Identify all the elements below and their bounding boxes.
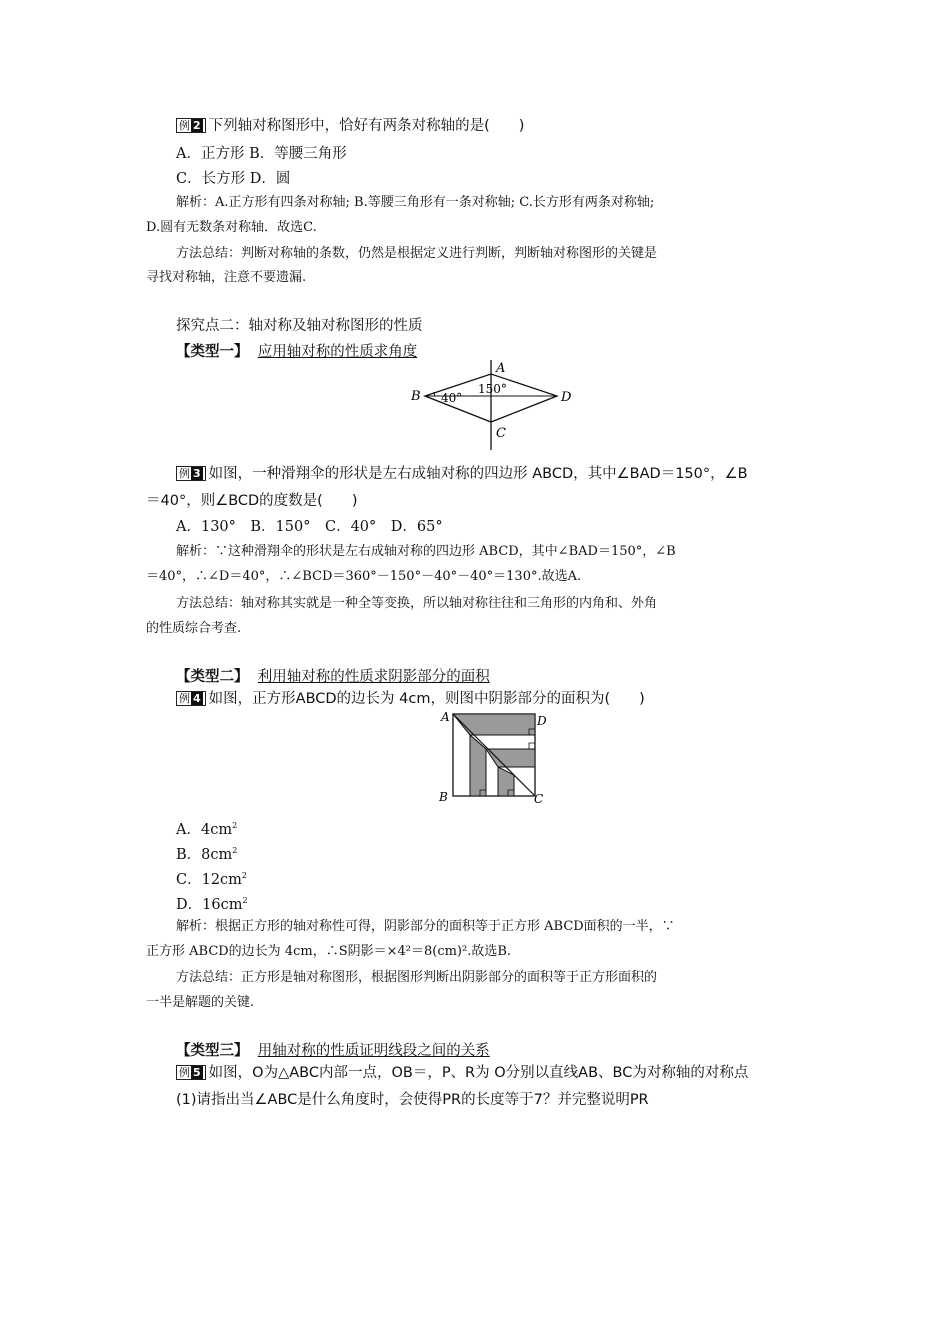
example-3-options: A．130° B．150° C．40° D．65° xyxy=(176,519,443,535)
shaded-top xyxy=(453,714,535,735)
example-tag: 例 4 xyxy=(176,691,206,706)
example-tag: 例 5 xyxy=(176,1065,206,1080)
example-4-option-a: A．$4cm^2$ xyxy=(176,821,238,838)
example-4-option-c: C．$12cm^2$ xyxy=(176,871,248,888)
angle-a-value: 150° xyxy=(478,382,507,396)
label-a: A xyxy=(441,710,450,724)
example-3-method: 方法总结：轴对称其实就是一种全等变换，所以轴对称往往和三角形的内角和、外角 xyxy=(176,596,658,611)
label-b: B xyxy=(439,790,448,804)
example-4-method-cont: 一半是解题的关键. xyxy=(146,995,255,1010)
section-title: 探究点二：轴对称及轴对称图形的性质 xyxy=(176,318,423,334)
example-4-question: 例 4 如图，正方形ABCD的边长为 4cm，则图中阴影部分的面积为( ) xyxy=(176,689,645,709)
example-5-part-1: (1)请指出当∠ABC是什么角度时，会使得PR的长度等于7？并完整说明PR xyxy=(176,1092,649,1108)
type-3-heading: 【类型三】 用轴对称的性质证明线段之间的关系 xyxy=(176,1043,490,1059)
example-2-analysis: 解析：A.正方形有四条对称轴; B.等腰三角形有一条对称轴; C.长方形有两条对称轴; xyxy=(176,195,655,210)
example-3-analysis: 解析：∵这种滑翔伞的形状是左右成轴对称的四边形 ABCD，其中∠BAD＝150°，∠B xyxy=(176,544,676,559)
label-c: C xyxy=(496,426,506,441)
example-tag: 例 2 xyxy=(176,118,206,133)
example-3-question-cont: ＝40°，则∠BCD的度数是( ) xyxy=(146,493,358,509)
example-3-method-cont: 的性质综合考查. xyxy=(146,621,242,636)
label-d: D xyxy=(561,390,572,405)
example-2-question: 例 2 下列轴对称图形中，恰好有两条对称轴的是( ) xyxy=(176,116,524,136)
shaded-middle xyxy=(486,749,535,767)
example-4-analysis: 解析：根据正方形的轴对称性可得，阴影部分的面积等于正方形 ABCD面积的一半，∵ xyxy=(176,919,675,934)
example-4-option-d: D．$16cm^2$ xyxy=(176,896,248,913)
example-4-method: 方法总结：正方形是轴对称图形，根据图形判断出阴影部分的面积等于正方形面积的 xyxy=(176,970,658,985)
shaded-bottom xyxy=(498,767,514,796)
kite-figure xyxy=(405,360,585,452)
square-figure xyxy=(436,709,548,805)
example-4-analysis-cont: 正方形 ABCD的边长为 4cm，∴S阴影＝×4²＝8(cm)².故选B. xyxy=(146,944,512,959)
type-1-heading: 【类型一】 应用轴对称的性质求角度 xyxy=(176,344,418,360)
angle-b-value: 40° xyxy=(441,391,463,405)
label-a: A xyxy=(496,361,506,376)
example-3-question: 例 3 如图，一种滑翔伞的形状是左右成轴对称的四边形 ABCD，其中∠BAD＝150°，∠B xyxy=(176,464,748,484)
example-2-options-ab: A．正方形 B．等腰三角形 xyxy=(176,146,347,162)
example-2-method: 方法总结：判断对称轴的条数，仍然是根据定义进行判断，判断轴对称图形的关键是 xyxy=(176,246,658,261)
label-d: D xyxy=(537,714,547,728)
example-2-method-cont: 寻找对称轴，注意不要遗漏. xyxy=(146,270,307,285)
example-tag: 例 3 xyxy=(176,466,206,481)
right-angle-mark xyxy=(529,743,535,749)
type-2-heading: 【类型二】 利用轴对称的性质求阴影部分的面积 xyxy=(176,669,490,685)
example-5-question: 例 5 如图，O为△ABC内部一点，OB＝，P、R为 O分别以直线AB、BC为对称轴的对称点 xyxy=(176,1063,748,1083)
example-2-options-cd: C．长方形 D．圆 xyxy=(176,171,291,187)
example-3-analysis-cont: ＝40°，∴∠D＝40°，∴∠BCD＝360°－150°－40°－40°＝130°.故选A. xyxy=(146,569,582,584)
example-2-analysis-cont: D.圆有无数条对称轴．故选C. xyxy=(146,220,317,235)
label-c: C xyxy=(534,792,544,805)
example-4-option-b: B．$8cm^2$ xyxy=(176,846,238,863)
label-b: B xyxy=(411,389,421,404)
